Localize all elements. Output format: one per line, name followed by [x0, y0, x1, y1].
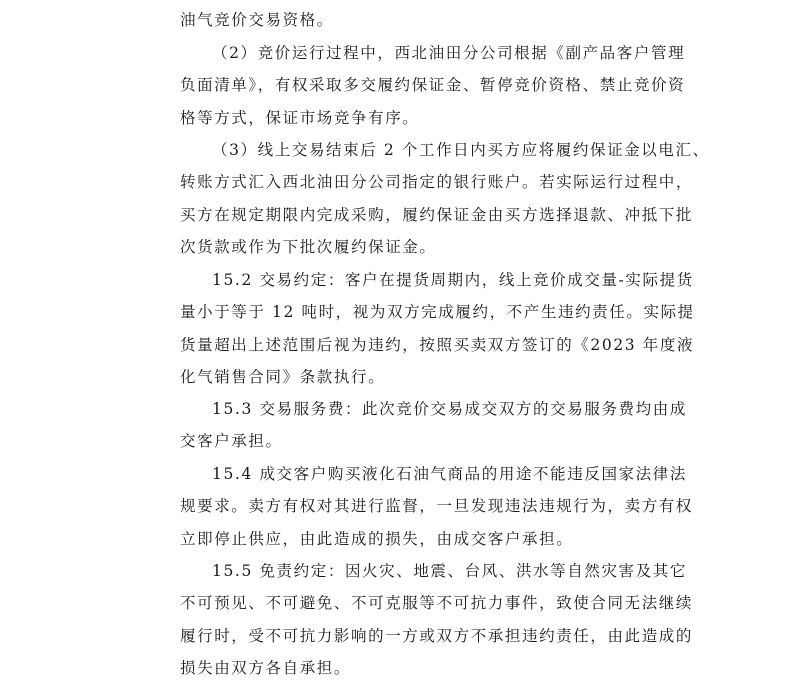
paragraph-15-2 [180, 264, 695, 394]
text-line: 损失由双方各自承担。 [180, 659, 352, 678]
text-line: 交客户承担。 [180, 432, 283, 451]
text-line: 次货款或作为下批次履约保证金。 [180, 238, 437, 257]
text-line: 货量超出上述范围后视为违约，按照买卖双方签订的《2023 年度液 [180, 335, 695, 354]
paragraph-15-4 [180, 458, 694, 555]
text-line: （3）线上交易结束后 2 个工作日内买方应将履约保证金以电汇、 [212, 141, 710, 159]
text-line: 履行时，受不可抗力影响的一方或双方不承担违约责任，由此造成的 [180, 626, 694, 645]
text-line: 15.5 免责约定：因火灾、地震、台风、洪水等自然灾害及其它 [212, 562, 687, 580]
text-line: 15.3 交易服务费：此次竞价交易成交双方的交易服务费均由成 [212, 400, 687, 418]
paragraph-15-5 [180, 555, 694, 685]
paragraph-continuation [180, 4, 630, 36]
text-line: 油气竞价交易资格。 [180, 11, 334, 29]
text-line: 化气销售合同》条款执行。 [180, 368, 386, 387]
text-line: 负面清单》，有权采取多交履约保证金、暂停竞价资格、禁止竞价资 [180, 76, 686, 95]
text-line: 规要求。卖方有权对其进行监督，一旦发现违法违规行为，卖方有权 [180, 497, 694, 516]
text-line: 量小于等于 12 吨时，视为双方完成履约，不产生违约责任。实际提 [180, 303, 695, 322]
paragraph-15-3 [180, 393, 687, 458]
paragraph-item-3 [180, 134, 710, 264]
text-line: 格等方式，保证市场竞争有序。 [180, 108, 420, 127]
paragraph-item-2 [180, 37, 686, 134]
text-line: 立即停止供应，由此造成的损失，由成交客户承担。 [180, 529, 574, 548]
text-line: （2）竞价运行过程中，西北油田分公司根据《副产品客户管理 [212, 44, 686, 62]
text-line: 不可预见、不可避免、不可克服等不可抗力事件，致使合同无法继续 [180, 594, 694, 613]
text-line: 转账方式汇入西北油田分公司指定的银行账户。若实际运行过程中， [180, 173, 694, 192]
text-line: 15.4 成交客户购买液化石油气商品的用途不能违反国家法律法 [212, 465, 687, 483]
text-line: 买方在规定期限内完成采购，履约保证金由买方选择退款、冲抵下批 [180, 205, 694, 224]
text-line: 15.2 交易约定：客户在提货周期内，线上竞价成交量-实际提货 [212, 271, 694, 289]
